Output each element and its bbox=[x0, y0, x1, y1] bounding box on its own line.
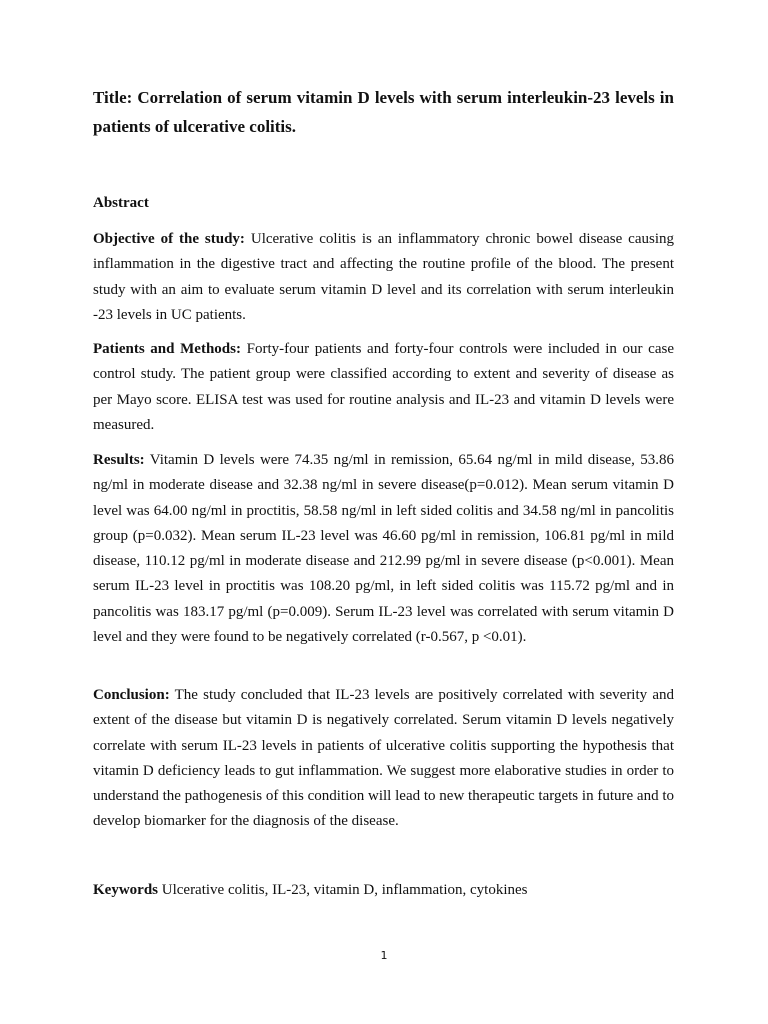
keywords-lead: Keywords bbox=[93, 882, 158, 898]
methods-lead: Patients and Methods: bbox=[93, 341, 241, 357]
keywords-text: Ulcerative colitis, IL-23, vitamin D, inflammation, cytokines bbox=[158, 882, 528, 898]
objective-lead: Objective of the study: bbox=[93, 231, 245, 247]
results-lead: Results: bbox=[93, 452, 145, 468]
methods-paragraph bbox=[93, 337, 674, 438]
conclusion-lead: Conclusion: bbox=[93, 687, 170, 703]
methods-text: Forty-four patients and forty-four controls were included in our case control study. The patient group were classified according to extent and severity of disease as per Mayo score. ELISA test was used for routine analysis and IL-23 and vitamin D levels were measured. bbox=[93, 341, 674, 433]
paper-title: Title: Correlation of serum vitamin D levels with serum interleukin-23 levels in patients of ulcerative colitis. bbox=[93, 88, 674, 136]
objective-text: Ulcerative colitis is an inflammatory chronic bowel disease causing inflammation in the digestive tract and affecting the routine profile of the blood. The present study with an aim to evaluate serum vitamin D level and its correlation with serum interleukin -23 levels in UC patients. bbox=[93, 231, 674, 323]
keywords-line bbox=[93, 879, 674, 901]
abstract-heading: Abstract bbox=[93, 195, 149, 211]
page-number: 1 bbox=[380, 949, 388, 962]
conclusion-text: The study concluded that IL-23 levels are positively correlated with severity and extent of the disease but vitamin D is negatively correlated. Serum vitamin D levels negatively correlate with serum IL-23 levels in patients of ulcerative colitis supporting the hypothesis that vitamin D deficiency leads to gut inflammation. We suggest more elaborative studies in order to understand the pathogenesis of this condition will lead to new therapeutic targets in future and to develop biomarker for the diagnosis of the disease. bbox=[93, 687, 674, 830]
results-paragraph bbox=[93, 448, 674, 650]
conclusion-paragraph bbox=[93, 683, 674, 835]
results-text: Vitamin D levels were 74.35 ng/ml in remission, 65.64 ng/ml in mild disease, 53.86 ng/ml in moderate disease and 32.38 ng/ml in severe disease(p=0.012). Mean serum vitamin D level was 64.00 ng/ml in proctitis, 58.58 ng/ml in left sided colitis and 34.58 ng/ml in pancolitis group (p=0.032). Mean serum IL-23 level was 46.60 pg/ml in remission, 106.81 pg/ml in mild disease, 110.12 pg/ml in moderate disease and 212.99 pg/ml in severe disease (p<0.001). Mean serum IL-23 level in proctitis was 108.20 pg/ml, in left sided colitis was 115.72 pg/ml and in pancolitis was 183.17 pg/ml (p=0.009). Serum IL-23 level was correlated with serum vitamin D level and they were found to be negatively correlated (r-0.567, p <0.01). bbox=[93, 452, 674, 646]
objective-paragraph bbox=[93, 227, 674, 328]
